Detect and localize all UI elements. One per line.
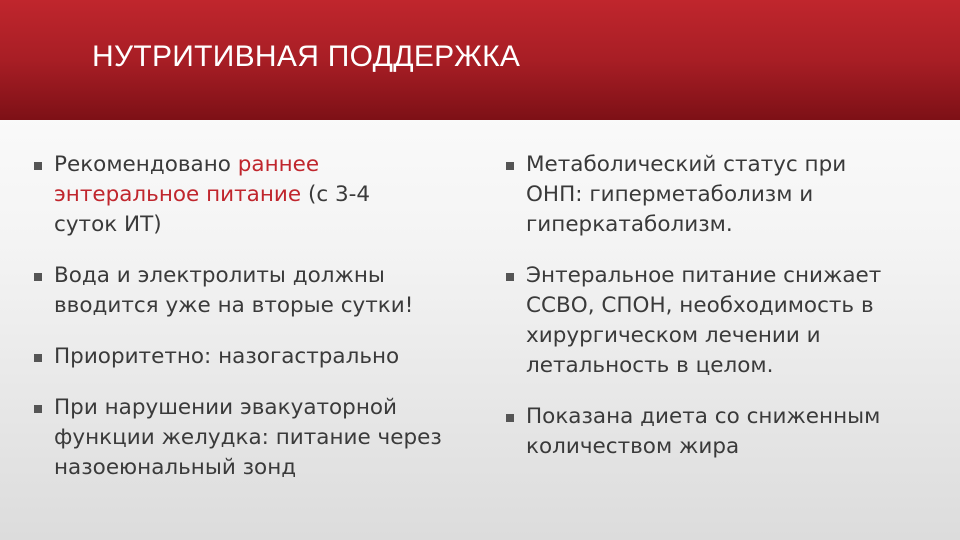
bullet-item: [506, 261, 926, 381]
square-bullet-icon: [506, 273, 514, 281]
bullet-item: [34, 393, 454, 483]
item-text: Вода и электролиты должны вводится уже на вторые сутки!: [54, 263, 414, 318]
left-column: [34, 150, 454, 483]
item-text: Приоритетно: назогастрально: [54, 344, 400, 369]
item-text: Показана диета со сниженным количеством жира: [526, 404, 881, 459]
title-banner: [0, 0, 960, 120]
bullet-item: [506, 150, 866, 240]
item-highlight: раннее энтеральное питание: [54, 152, 320, 207]
square-bullet-icon: [34, 162, 42, 170]
item-text: Рекомендовано: [54, 152, 238, 177]
bullet-item: [34, 342, 474, 372]
item-text: Энтеральное питание снижает ССВО, СПОН, необходимость в хирургическом лечении и летальность в целом.: [526, 263, 882, 378]
square-bullet-icon: [34, 273, 42, 281]
square-bullet-icon: [34, 405, 42, 413]
square-bullet-icon: [34, 354, 42, 362]
bullet-item: [34, 261, 494, 321]
bullet-item: [506, 402, 926, 462]
square-bullet-icon: [506, 414, 514, 422]
right-column: [506, 150, 926, 462]
item-text: Метаболический статус при ОНП: гиперметаболизм и гиперкатаболизм.: [526, 152, 847, 237]
square-bullet-icon: [506, 162, 514, 170]
bullet-item: [34, 150, 394, 240]
item-text: (с 3-4 суток ИТ): [54, 182, 371, 237]
slide-title: НУТРИТИВНАЯ ПОДДЕРЖКА: [92, 40, 521, 73]
item-text: При нарушении эвакуаторной функции желудка: питание через назоеюнальный зонд: [54, 395, 442, 480]
